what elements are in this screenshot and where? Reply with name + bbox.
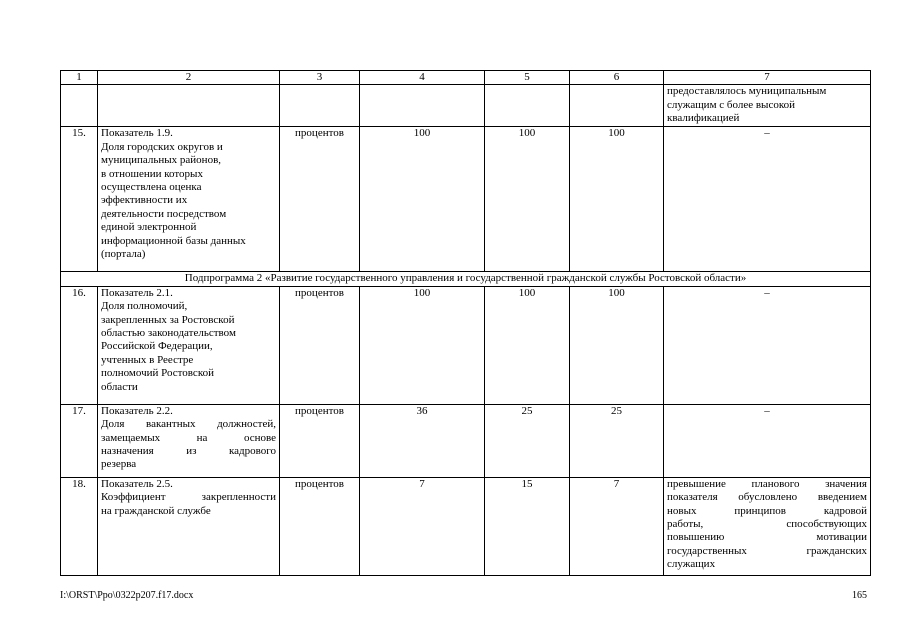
value-col6: 100	[570, 127, 664, 272]
value-col5: 15	[485, 477, 570, 575]
value-col5: 25	[485, 404, 570, 477]
row-number: 15.	[61, 127, 98, 272]
value-col6: 25	[570, 404, 664, 477]
table-row	[61, 404, 871, 477]
col-header-6: 6	[570, 71, 664, 85]
file-path: I:\ORST\Ppo\0322p207.f17.docx	[60, 590, 194, 601]
value-col4: 7	[360, 477, 485, 575]
value-col4: 36	[360, 404, 485, 477]
page-number: 165	[852, 590, 867, 601]
note: –	[664, 404, 871, 477]
unit: процентов	[280, 477, 360, 575]
col-header-3: 3	[280, 71, 360, 85]
indicators-table	[60, 70, 871, 576]
row-number: 17.	[61, 404, 98, 477]
value-col6: 7	[570, 477, 664, 575]
table-row	[61, 127, 871, 272]
value-col4: 100	[360, 127, 485, 272]
col-header-5: 5	[485, 71, 570, 85]
row-number: 16.	[61, 286, 98, 404]
subprogram-title: Подпрограмма 2 «Развитие государственного управления и государственной гражданской службы Ростовской области»	[61, 272, 871, 286]
row-number: 18.	[61, 477, 98, 575]
continued-note: предоставлялось муниципальным служащим с более высокой квалификацией	[664, 85, 871, 127]
note: превышение планового значения показателя обусловлено введением новых принципов кадровой работы, способствующих повышению мотивации государственных гражданских служащих	[664, 477, 871, 575]
table-row-continued	[61, 85, 871, 127]
col-header-4: 4	[360, 71, 485, 85]
col-header-1: 1	[61, 71, 98, 85]
indicator-description: Показатель 1.9. Доля городских округов и муниципальных районов, в отношении которых осуществлена оценка эффективности их деятельности посредством единой электронной информационной базы данных (портала)	[98, 127, 280, 272]
table-row	[61, 286, 871, 404]
unit: процентов	[280, 286, 360, 404]
col-header-7: 7	[664, 71, 871, 85]
note: –	[664, 286, 871, 404]
table-row	[61, 477, 871, 575]
value-col6: 100	[570, 286, 664, 404]
subprogram-header-row	[61, 272, 871, 286]
indicator-description: Показатель 2.5. Коэффициент закрепленности на гражданской службе	[98, 477, 280, 575]
indicator-description: Показатель 2.1. Доля полномочий, закрепленных за Ростовской областью законодательством Российской Федерации, учтенных в Реестре полномочий Ростовской области	[98, 286, 280, 404]
indicator-description: Показатель 2.2. Доля вакантных должностей, замещаемых на основе назначения из кадрового резерва	[98, 404, 280, 477]
unit: процентов	[280, 404, 360, 477]
value-col4: 100	[360, 286, 485, 404]
note: –	[664, 127, 871, 272]
col-header-2: 2	[98, 71, 280, 85]
value-col5: 100	[485, 127, 570, 272]
column-number-row	[61, 71, 871, 85]
unit: процентов	[280, 127, 360, 272]
value-col5: 100	[485, 286, 570, 404]
